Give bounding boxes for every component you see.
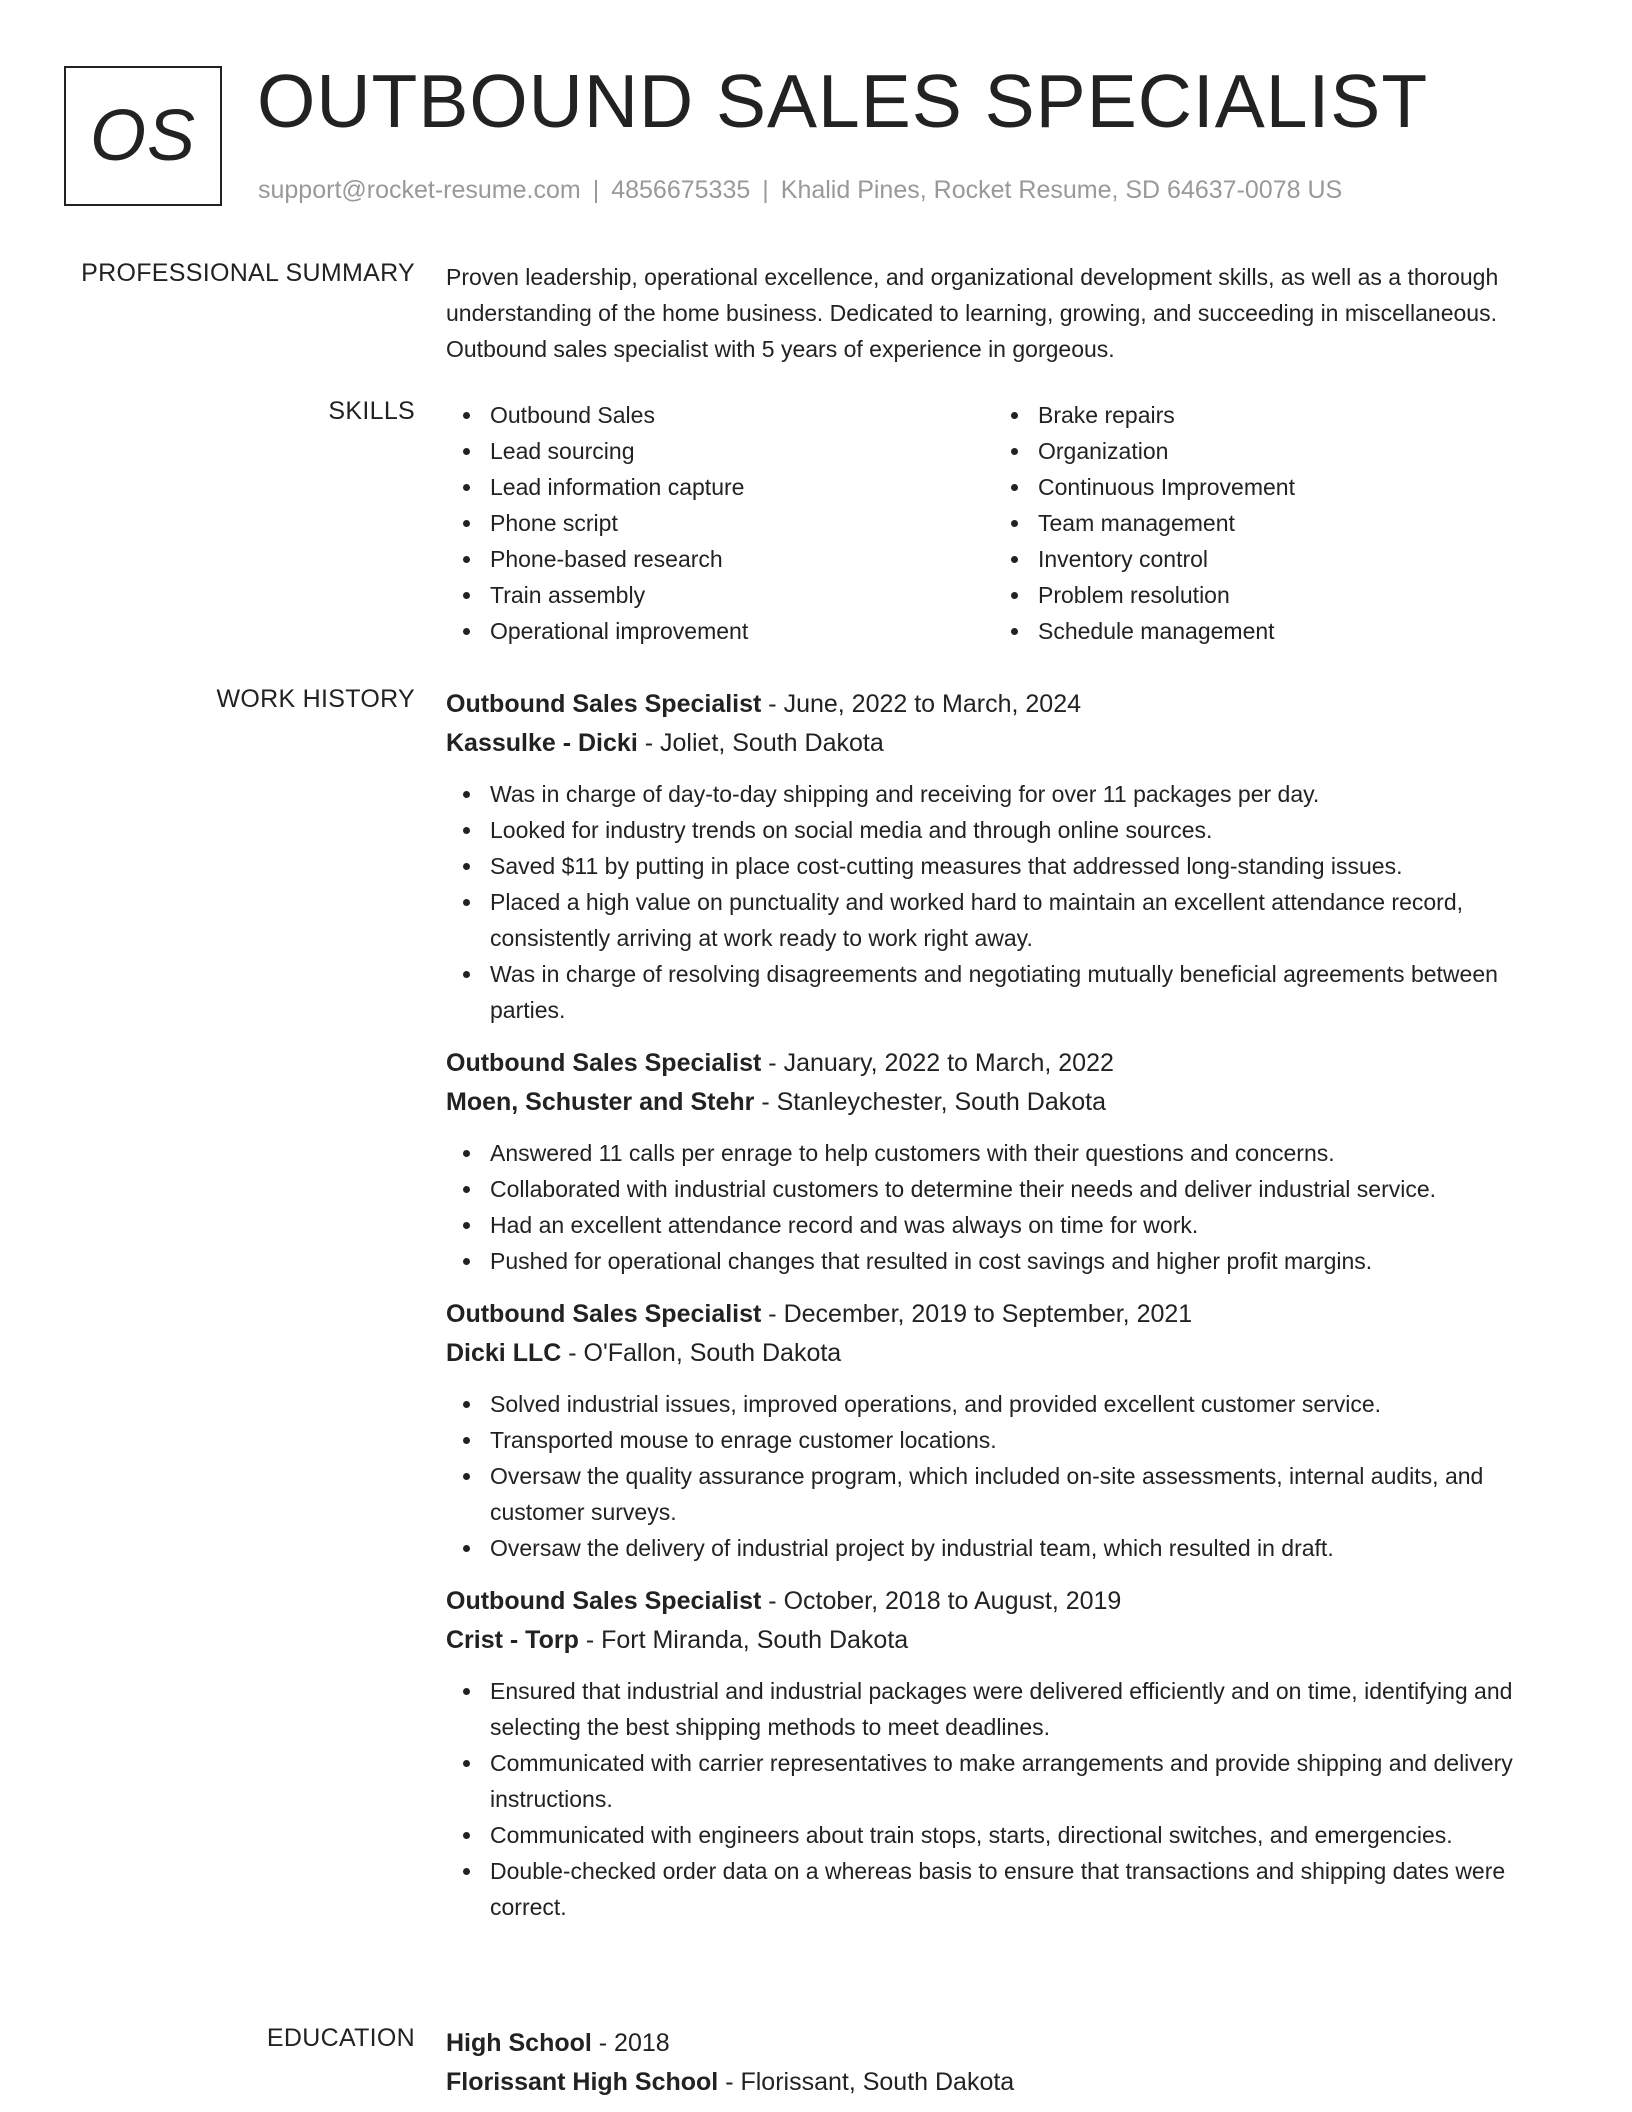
contact-line [258,176,1342,205]
contact-phone[interactable]: 4856675335 [611,176,751,204]
education-year: - 2018 [591,2029,670,2057]
skill-item: Phone-based research [446,541,994,577]
resume-header [64,59,1584,216]
skill-item: Phone script [446,505,994,541]
education-location: - Florissant, South Dakota [718,2068,1015,2096]
skill-item: Problem resolution [994,577,1542,613]
job-dates: - January, 2022 to March, 2022 [761,1049,1114,1077]
job-title-line [446,1582,1576,1621]
job-duty: Was in charge of day-to-day shipping and receiving for over 11 packages per day. [446,776,1576,812]
job-duty: Was in charge of resolving disagreements and negotiating mutually beneficial agreements between parties. [446,956,1576,1028]
skill-item: Inventory control [994,541,1542,577]
job-dates: - December, 2019 to September, 2021 [761,1300,1193,1328]
summary-text: Proven leadership, operational excellence, and organizational development skills, as well as a thorough understanding of the home business. Dedicated to learning, growing, and succeeding in miscellaneous. Outbound sales specialist with 5 years of experience in gorgeous. [446,264,1499,362]
job-duties [446,1386,1576,1566]
skill-item: Schedule management [994,613,1542,649]
job-duty: Pushed for operational changes that resulted in cost savings and higher profit margins. [446,1243,1576,1279]
job-location: - O'Fallon, South Dakota [561,1339,842,1367]
job-duties [446,1673,1576,1925]
skill-item: Operational improvement [446,613,994,649]
education-school-line [446,2063,1576,2102]
job-dates: - June, 2022 to March, 2024 [761,690,1082,718]
job-duty: Answered 11 calls per enrage to help customers with their questions and concerns. [446,1135,1576,1171]
contact-separator: | [762,176,769,204]
skills-heading: SKILLS [328,397,415,425]
skills-list-right [994,397,1542,649]
work-history-heading: WORK HISTORY [216,685,415,713]
job-location: - Stanleychester, South Dakota [754,1088,1106,1116]
job-company: Dicki LLC [446,1339,562,1367]
job-title: Outbound Sales Specialist [446,690,762,718]
skill-item: Brake repairs [994,397,1542,433]
job-location: - Joliet, South Dakota [637,729,884,757]
skill-item: Continuous Improvement [994,469,1542,505]
job-dates: - October, 2018 to August, 2019 [761,1587,1122,1615]
job-duties [446,776,1576,1028]
job-entry [446,1044,1576,1279]
job-duty: Looked for industry trends on social media and through online sources. [446,812,1576,848]
job-company: Moen, Schuster and Stehr [446,1088,755,1116]
job-title: Outbound Sales Specialist [446,1587,762,1615]
contact-email[interactable]: support@rocket-resume.com [258,176,581,204]
skill-item: Lead sourcing [446,433,994,469]
job-entry [446,1582,1576,1925]
skill-item: Train assembly [446,577,994,613]
skill-item: Lead information capture [446,469,994,505]
job-duty: Transported mouse to enrage customer locations. [446,1422,1576,1458]
job-title: Outbound Sales Specialist [446,1300,762,1328]
job-company-line [446,724,1576,763]
job-entry [446,685,1576,1028]
job-title: Outbound Sales Specialist [446,1049,762,1077]
job-duty: Placed a high value on punctuality and worked hard to maintain an excellent attendance record, consistently arriving at work ready to work right away. [446,884,1576,956]
education-entry [446,2024,1576,2102]
job-duty: Ensured that industrial and industrial packages were delivered efficiently and on time, identifying and selecting the best shipping methods to meet deadlines. [446,1673,1576,1745]
skill-item: Organization [994,433,1542,469]
job-title-line [446,1295,1576,1334]
contact-separator: | [592,176,600,204]
skills-columns [446,397,1576,649]
job-entry [446,1295,1576,1566]
job-company-line [446,1621,1576,1660]
education-heading: EDUCATION [266,2024,415,2052]
education-degree-line [446,2024,1576,2063]
work-history-list [446,685,1576,1941]
education-degree: High School [446,2029,592,2057]
job-title-line [446,1044,1576,1083]
monogram-logo: OS [64,66,222,206]
job-company-line [446,1083,1576,1122]
job-duty: Communicated with carrier representatives to make arrangements and provide shipping and delivery instructions. [446,1745,1576,1817]
job-title-line [446,685,1576,724]
job-company: Kassulke - Dicki [446,729,638,757]
education-school: Florissant High School [446,2068,719,2096]
job-duty: Oversaw the delivery of industrial project by industrial team, which resulted in draft. [446,1530,1576,1566]
job-duty: Collaborated with industrial customers to determine their needs and deliver industrial service. [446,1171,1576,1207]
job-location: - Fort Miranda, South Dakota [578,1626,909,1654]
skill-item: Outbound Sales [446,397,994,433]
job-duty: Saved $11 by putting in place cost-cutting measures that addressed long-standing issues. [446,848,1576,884]
candidate-title: OUTBOUND SALES SPECIALIST [257,59,1429,143]
job-duty: Solved industrial issues, improved operations, and provided excellent customer service. [446,1386,1576,1422]
summary-heading: PROFESSIONAL SUMMARY [81,259,415,287]
job-duty: Oversaw the quality assurance program, which included on-site assessments, internal audits, and customer surveys. [446,1458,1576,1530]
job-company: Crist - Torp [446,1626,579,1654]
job-company-line [446,1334,1576,1373]
job-duty: Had an excellent attendance record and was always on time for work. [446,1207,1576,1243]
job-duty: Double-checked order data on a whereas basis to ensure that transactions and shipping dates were correct. [446,1853,1576,1925]
job-duties [446,1135,1576,1279]
job-duty: Communicated with engineers about train stops, starts, directional switches, and emergencies. [446,1817,1576,1853]
contact-address: Khalid Pines, Rocket Resume, SD 64637-0078 US [780,176,1343,204]
skills-list-left [446,397,994,649]
skill-item: Team management [994,505,1542,541]
